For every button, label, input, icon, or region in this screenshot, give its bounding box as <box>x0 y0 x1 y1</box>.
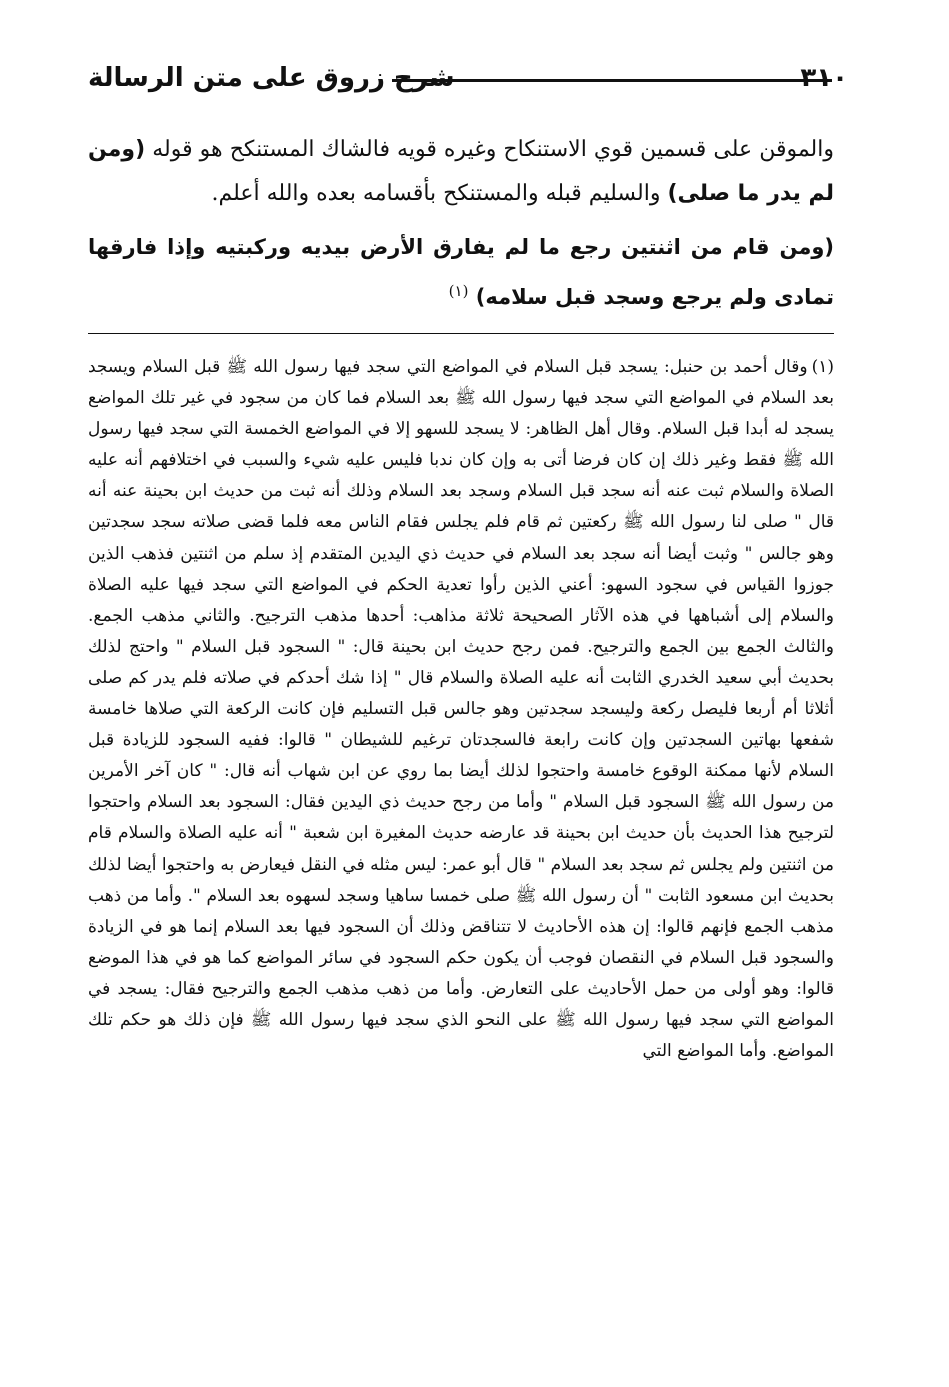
page-number: ٣١٠ <box>800 63 848 93</box>
main-paragraph <box>88 128 834 216</box>
main-text <box>88 128 834 322</box>
footnote-marker: (١) <box>811 357 834 377</box>
matn-quote <box>88 222 834 322</box>
footnote-reference: (١) <box>448 282 469 300</box>
page-header <box>88 58 848 102</box>
quoted-phrase: (ومن لم يدر ما صلى) <box>88 137 834 206</box>
quote-text: (ومن قام من اثنتين رجع ما لم يفارق الأرض بيديه وركبتيه وإذا فارقها تمادى ولم يرجع وسجد قبل سلامه) <box>88 235 834 309</box>
footnote-text: وقال أحمد بن حنبل: يسجد قبل السلام في المواضع التي سجد فيها رسول الله ﷺ قبل السلام ويسجد بعد السلام في المواضع التي سجد فيها رسول الله ﷺ بعد السلام فما كان من سجود في غير تلك المواضع يسجد له أبدا قبل السلام. وقال أهل الظاهر: لا يسجد للسهو إلا في المواضع الخمسة التي سجد فيها رسول الله ﷺ فقط وغير ذلك إن كان فرضا أتى به وإن كان ندبا فليس عليه شيء والسبب في اختلافهم أنه عليه الصلاة والسلام ثبت عنه أنه سجد قبل السلام وسجد بعد السلام وذلك أنه ثبت من حديث ابن بحينة عنه أنه قال " صلى لنا رسول الله ﷺ ركعتين ثم قام فلم يجلس فقام الناس معه فلما قضى صلاته سجد سجدتين وهو جالس " وثبت أيضا أنه سجد بعد السلام في حديث ذي اليدين المتقدم إذ سلم من اثنتين فذهب الذين جوزوا القياس في سجود السهو: أعني الذين رأوا تعدية الحكم في المواضع التي سجد فيها عليه الصلاة والسلام إلى أشباهها في هذه الآثار الصحيحة ثلاثة مذاهب: أحدها مذهب الترجيح. والثاني مذهب الجمع. والثالث الجمع بين الجمع والترجيح. فمن رجح حديث ابن بحينة قال: " السجود قبل السلام " واحتج لذلك بحديث أبي سعيد الخدري الثابت أنه عليه الصلاة والسلام قال " إذا شك أحدكم في صلاته فلم يدر كم صلى أثلاثا أم أربعا فليصل ركعة وليسجد سجدتين وهو جالس قبل التسليم فإن كانت الركعة التي صلاها خامسة شفعها بهاتين السجدتين وإن كانت رابعة فالسجدتان ترغيم للشيطان " قالوا: ففيه السجود للزيادة قبل السلام لأنها ممكنة الوقوع خامسة واحتجوا لذلك أيضا بما روي عن ابن شهاب أنه قال: " كان آخر الأمرين من رسول الله ﷺ السجود قبل السلام " وأما من رجح حديث ذي اليدين فقال: السجود بعد السلام واحتجوا لترجيح هذا الحديث بأن حديث ابن بحينة قد عارضه حديث المغيرة ابن شعبة " أنه عليه الصلاة والسلام قام من اثنتين ولم يجلس ثم سجد بعد السلام " قال أبو عمر: ليس مثله في النقل فيعارض به واحتجوا أيضا لذلك بحديث ابن مسعود الثابت " أن رسول الله ﷺ صلى خمسا ساهيا وسجد لسهوه بعد السلام ". وأما من ذهب مذهب الجمع فإنهم قالوا: إن هذه الأحاديث لا تتناقض وذلك أن السجود فيها بعد السلام إنما هو في الزيادة والسجود قبل السلام في النقصان فوجب أن يكون حكم السجود في سائر المواضع كما هو في هذا الموضع قالوا: وهو أولى من حمل الأحاديث على التعارض. وأما من ذهب مذهب الجمع والترجيح فقال: يسجد في المواضع التي سجد فيها رسول الله ﷺ على النحو الذي سجد فيها رسول الله ﷺ فإن ذلك هو حكم تلك المواضع. وأما المواضع التي <box>88 357 835 1062</box>
header-rule <box>392 79 832 82</box>
running-title: شرح زروق على متن الرسالة <box>88 63 455 93</box>
paragraph-text: والموقن على قسمين قوي الاستنكاح وغيره قويه فالشاك المستنكح هو قوله <box>145 137 834 162</box>
footnote-divider <box>88 333 834 334</box>
footnote <box>88 352 834 1067</box>
paragraph-text-tail: والسليم قبله والمستنكح بأقسامه بعده والله أعلم. <box>211 181 668 206</box>
